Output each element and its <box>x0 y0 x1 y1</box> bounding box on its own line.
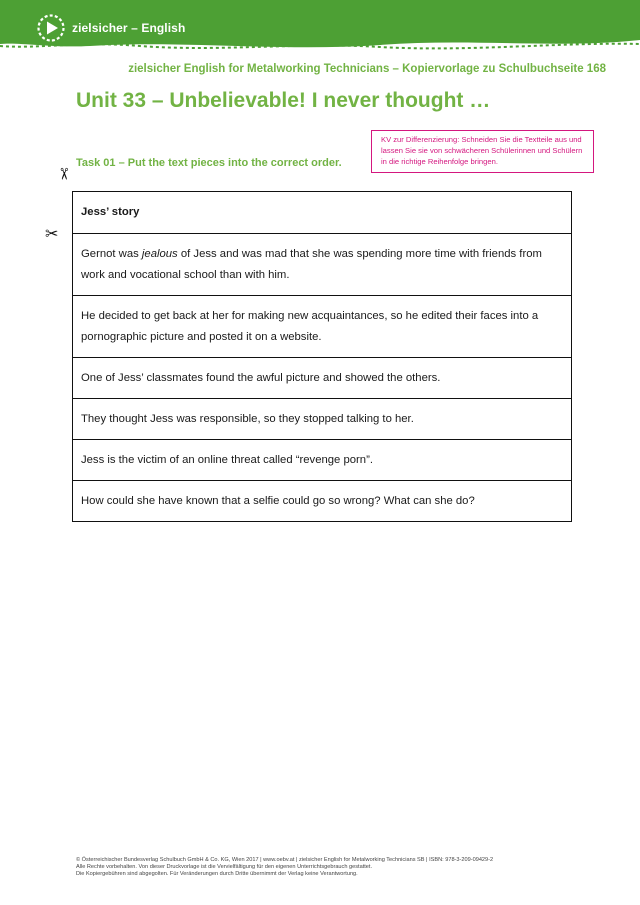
emphasis-word: jealous <box>141 247 178 260</box>
story-piece-text: Jess is the victim of an online threat called “revenge porn”. <box>81 453 373 466</box>
story-piece-text: He decided to get back at her for making new acquaintances, so he edited their faces into a pornographic picture and posted it on a website. <box>81 309 539 343</box>
copyright-footer <box>76 857 596 878</box>
story-piece-text: They thought Jess was responsible, so they stopped talking to her. <box>81 412 414 425</box>
scissors-icon: ✂ <box>54 167 72 181</box>
story-piece <box>73 295 571 357</box>
footer-line: © Österreichischer Bundesverlag Schulbuch GmbH & Co. KG, Wien 2017 | www.oebv.at | zielsicher English for Metalworking Technicians SB | ISBN: 978-3-209-09429-2 <box>76 857 494 863</box>
story-table <box>72 191 572 522</box>
page-title: Unit 33 – Unbelievable! I never thought … <box>76 89 491 112</box>
story-piece <box>73 357 571 398</box>
footer-line: Die Kopiergebühren sind abgegolten. Für Veränderungen durch Dritte übernimmt der Verlag keine Verantwortung. <box>76 871 358 877</box>
brand-name: zielsicher – English <box>72 21 186 35</box>
footer-line: Alle Rechte vorbehalten. Von dieser Druckvorlage ist die Vervielfältigung für den eigenen Unterrichtsgebrauch gestattet. <box>76 864 373 870</box>
story-piece <box>73 233 571 295</box>
story-piece-text-start: Gernot was <box>81 247 142 260</box>
teacher-note: KV zur Differenzierung: Schneiden Sie die Textteile aus und lassen Sie sie von schwächeren Schülerinnen und Schülern in die richtige Reihenfolge bringen. <box>371 130 594 173</box>
story-heading <box>73 192 571 233</box>
story-piece-text: One of Jess’ classmates found the awful picture and showed the others. <box>81 371 441 384</box>
series-line: zielsicher English for Metalworking Technicians – Kopiervorlage zu Schulbuchseite 168 <box>128 63 606 75</box>
story-piece-text: How could she have known that a selfie could go so wrong? What can she do? <box>81 494 475 507</box>
task-instruction: Task 01 – Put the text pieces into the correct order. <box>76 157 342 169</box>
scissors-icon: ✂ <box>45 226 59 243</box>
brand <box>36 13 185 43</box>
story-piece <box>73 480 571 521</box>
story-piece-text <box>81 244 563 286</box>
story-piece <box>73 398 571 439</box>
story-piece-text-end: of Jess and was mad that she was spending more time with friends from work and vocational school than with him. <box>81 247 542 281</box>
story-piece <box>73 439 571 480</box>
play-logo-icon <box>36 13 66 43</box>
story-heading-text: Jess’ story <box>81 206 140 218</box>
